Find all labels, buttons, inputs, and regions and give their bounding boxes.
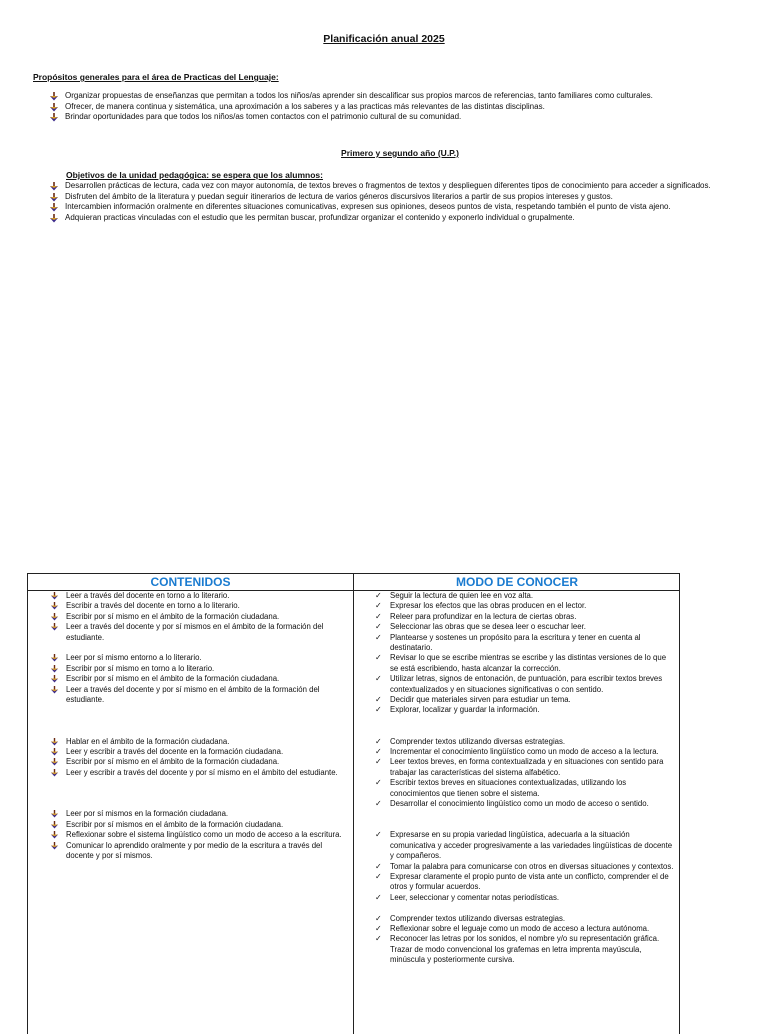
list-item-text: Releer para profundizar en la lectura de ciertas obras. — [390, 611, 577, 621]
list-item — [28, 622, 348, 643]
checkmark-icon: ✓ — [375, 653, 382, 663]
arrow-bullet-icon — [49, 103, 59, 112]
list-item — [28, 809, 348, 819]
list-item — [354, 601, 676, 611]
list-spacer — [354, 810, 676, 820]
list-item-text: Decidir que materiales sirven para estudiar un tema. — [390, 695, 571, 705]
list-item — [28, 674, 348, 684]
list-item — [354, 622, 676, 632]
list-item-text: Incrementar el conocimiento lingüístico como un modo de acceso a la lectura. — [390, 747, 659, 757]
list-item-text: Disfruten del ámbito de la literatura y puedan seguir itinerarios de lectura de varios géneros discursivos literarios a partir de sus propios intereses y gustos. — [65, 191, 613, 201]
purposes-heading: Propósitos generales para el área de Practicas del Lenguaje: — [33, 72, 279, 82]
arrow-bullet-icon — [50, 831, 59, 839]
checkmark-icon: ✓ — [375, 674, 382, 684]
list-item — [28, 830, 348, 840]
list-spacer — [28, 726, 348, 736]
list-item — [354, 653, 676, 674]
list-item — [33, 112, 735, 123]
list-item-text: Leer textos breves, en forma contextualizada y en situaciones con sentido para trabajar las características del sistema alfabético. — [390, 757, 664, 777]
checkmark-icon: ✓ — [375, 778, 382, 788]
arrow-bullet-icon — [50, 592, 59, 600]
list-item — [28, 747, 348, 757]
arrow-bullet-icon — [49, 182, 59, 191]
list-item-text: Reconocer las letras por los sonidos, el nombre y/o su representación gráfica. Trazar de modo convencional los grafemas en letra imprenta mayúscula, minúscula y posteriormente cursiva. — [390, 934, 660, 965]
list-item-text: Seleccionar las obras que se desea leer o escuchar leer. — [390, 622, 586, 632]
list-item-text: Leer por sí mismos en la formación ciudadana. — [66, 809, 229, 819]
list-item-text: Leer y escribir a través del docente y por sí mismo en el ámbito del estudiante. — [66, 767, 338, 777]
objectives-list — [33, 181, 735, 223]
list-item — [33, 192, 735, 203]
checkmark-icon: ✓ — [375, 591, 382, 600]
list-item-text: Leer a través del docente en torno a lo literario. — [66, 591, 230, 600]
list-item-text: Leer a través del docente y por sí mismo en el ámbito de la formación del estudiante. — [66, 684, 320, 705]
list-item — [28, 685, 348, 706]
list-item — [354, 674, 676, 695]
arrow-bullet-icon — [49, 203, 59, 212]
list-item-text: Expresar claramente el propio punto de vista ante un conflicto, comprender el de otros y formular acuerdos. — [390, 871, 669, 892]
list-item — [28, 612, 348, 622]
arrow-bullet-icon — [49, 193, 59, 202]
list-item — [33, 202, 735, 213]
checkmark-icon: ✓ — [375, 892, 382, 902]
list-item-text: Escribir textos breves en situaciones contextualizadas, utilizando los conocimientos que tienen sobre el sistema. — [390, 778, 627, 798]
contenidos-header: CONTENIDOS — [28, 574, 353, 591]
list-item — [28, 664, 348, 674]
list-item-text: Seguir la lectura de quien lee en voz alta. — [390, 591, 534, 600]
list-item-text: Expresar los efectos que las obras producen en el lector. — [390, 601, 587, 611]
list-item-text: Comprender textos utilizando diversas estrategias. — [390, 913, 566, 923]
checkmark-icon: ✓ — [375, 923, 382, 933]
purposes-list — [33, 91, 735, 123]
list-spacer — [28, 789, 348, 799]
list-item — [354, 914, 676, 924]
checkmark-icon: ✓ — [375, 736, 382, 746]
modo-de-conocer-header: MODO DE CONOCER — [353, 574, 680, 591]
list-spacer — [28, 716, 348, 726]
list-item — [28, 820, 348, 830]
content-table — [27, 573, 680, 1034]
list-item-text: Organizar propuestas de enseñanzas que permitan a todos los niños/as aprender sin descalificar sus propios marcos de referencias, tanto familiares como culturales. — [65, 91, 653, 100]
checkmark-icon: ✓ — [375, 934, 382, 944]
list-item — [354, 612, 676, 622]
checkmark-icon: ✓ — [375, 799, 382, 809]
list-item — [354, 737, 676, 747]
arrow-bullet-icon — [50, 758, 59, 766]
list-item — [354, 591, 676, 601]
checkmark-icon: ✓ — [375, 632, 382, 642]
list-item-text: Escribir por sí mismo en torno a lo literario. — [66, 663, 215, 673]
list-item-text: Leer y escribir a través del docente en la formación ciudadana. — [66, 747, 284, 757]
list-item — [28, 591, 348, 601]
list-item-text: Desarrollar el conocimiento lingüístico como un modo de acceso o sentido. — [390, 799, 649, 809]
list-item — [354, 830, 676, 861]
list-item-text: Comunicar lo aprendido oralmente y por medio de la escritura a través del docente y por sí mismos. — [66, 840, 323, 861]
list-item-text: Utilizar letras, signos de entonación, de puntuación, para escribir textos breves contextualizados y en situaciones significativas o con sentido. — [390, 674, 663, 694]
list-item — [354, 747, 676, 757]
arrow-bullet-icon — [50, 842, 59, 850]
contenidos-column — [28, 591, 348, 861]
arrow-bullet-icon — [50, 686, 59, 694]
list-item-text: Leer a través del docente y por sí mismos en el ámbito de la formación del estudiante. — [66, 622, 324, 642]
list-item — [354, 705, 676, 715]
list-item-text: Explorar, localizar y guardar la información. — [390, 705, 540, 715]
arrow-bullet-icon — [50, 810, 59, 818]
checkmark-icon: ✓ — [375, 871, 382, 881]
list-spacer — [28, 643, 348, 653]
list-item — [28, 757, 348, 767]
list-item — [354, 799, 676, 809]
list-item-text: Adquieran practicas vinculadas con el estudio que les permitan buscar, profundizar organizar el contenido y exponerlo individual o grupalmente. — [65, 212, 575, 222]
arrow-bullet-icon — [50, 613, 59, 621]
list-item — [354, 893, 676, 903]
list-item — [354, 924, 676, 934]
list-item — [33, 91, 735, 102]
list-item — [28, 841, 348, 862]
list-item-text: Escribir por sí mismo en el ámbito de la formación ciudadana. — [66, 674, 280, 684]
checkmark-icon: ✓ — [375, 622, 382, 632]
list-item — [28, 653, 348, 663]
list-item — [354, 872, 676, 893]
arrow-bullet-icon — [50, 623, 59, 631]
list-spacer — [354, 820, 676, 830]
list-item-text: Reflexionar sobre el sistema lingüístico como un modo de acceso a la escritura. — [66, 830, 342, 840]
list-spacer — [28, 778, 348, 788]
arrow-bullet-icon — [49, 113, 59, 122]
checkmark-icon: ✓ — [375, 747, 382, 757]
list-item — [354, 757, 676, 778]
list-item — [354, 862, 676, 872]
list-item-text: Plantearse y sostenes un propósito para la escritura y tener en cuenta al destinatario. — [390, 632, 641, 653]
list-item-text: Escribir por sí mismos en el ámbito de la formación ciudadana. — [66, 819, 284, 829]
list-item-text: Escribir a través del docente en torno a lo literario. — [66, 601, 240, 611]
arrow-bullet-icon — [49, 92, 59, 101]
list-item-text: Comprender textos utilizando diversas estrategias. — [390, 736, 566, 746]
list-spacer — [28, 799, 348, 809]
checkmark-icon: ✓ — [375, 601, 382, 611]
arrow-bullet-icon — [50, 738, 59, 746]
list-item — [28, 601, 348, 611]
list-item-text: Leer por sí mismo entorno a lo literario. — [66, 653, 202, 663]
list-item-text: Escribir por sí mismo en el ámbito de la formación ciudadana. — [66, 611, 280, 621]
list-item-text: Desarrollen prácticas de lectura, cada vez con mayor autonomía, de textos breves o fragmentos de textos y desplieguen diferentes tipos de conocimiento para acceder a significados. — [65, 181, 711, 190]
arrow-bullet-icon — [50, 769, 59, 777]
list-item — [33, 213, 735, 224]
checkmark-icon: ✓ — [375, 705, 382, 715]
objectives-heading: Objetivos de la unidad pedagógica: se espera que los alumnos: — [66, 170, 323, 180]
checkmark-icon: ✓ — [375, 913, 382, 923]
checkmark-icon: ✓ — [375, 861, 382, 871]
list-item — [354, 778, 676, 799]
arrow-bullet-icon — [49, 214, 59, 223]
checkmark-icon: ✓ — [375, 695, 382, 705]
checkmark-icon: ✓ — [375, 611, 382, 621]
list-item — [354, 633, 676, 654]
arrow-bullet-icon — [50, 654, 59, 662]
list-spacer — [354, 716, 676, 726]
arrow-bullet-icon — [50, 675, 59, 683]
checkmark-icon: ✓ — [375, 757, 382, 767]
list-item — [33, 181, 735, 192]
list-item-text: Hablar en el ámbito de la formación ciudadana. — [66, 736, 230, 746]
list-item — [28, 737, 348, 747]
list-spacer — [354, 903, 676, 913]
list-item-text: Escribir por sí mismo en el ámbito de la formación ciudadana. — [66, 757, 280, 767]
list-spacer — [354, 726, 676, 736]
list-item-text: Tomar la palabra para comunicarse con otros en diversas situaciones y contextos. — [390, 861, 674, 871]
list-spacer — [28, 705, 348, 715]
arrow-bullet-icon — [50, 821, 59, 829]
checkmark-icon: ✓ — [375, 830, 382, 840]
arrow-bullet-icon — [50, 665, 59, 673]
list-item — [354, 934, 676, 965]
list-item-text: Reflexionar sobre el leguaje como un modo de acceso a lectura autónoma. — [390, 923, 650, 933]
list-item-text: Brindar oportunidades para que todos los niños/as tomen contactos con el patrimonio cultural de su comunidad. — [65, 112, 462, 121]
arrow-bullet-icon — [50, 602, 59, 610]
list-item-text: Ofrecer, de manera continua y sistemática, una aproximación a los saberes y a las practicas más relevantes de las distintas disciplinas. — [65, 101, 545, 111]
grade-heading: Primero y segundo año (U.P.) — [341, 148, 459, 158]
modo-de-conocer-column — [354, 591, 676, 966]
list-item-text: Expresarse en su propia variedad lingüística, adecuarla a la situación comunicativa y acceder progresivamente a las variedades lingüísticas de docente y compañeros. — [390, 830, 673, 861]
page-title: Planificación anual 2025 — [323, 33, 445, 45]
list-item-text: Revisar lo que se escribe mientras se escribe y las distintas versiones de lo que se está escribiendo, hasta alcanzar la corrección. — [390, 653, 667, 673]
list-item — [33, 102, 735, 113]
list-item — [28, 768, 348, 778]
list-item-text: Intercambien información oralmente en diferentes situaciones comunicativas, expresen sus opiniones, deseos puntos de vista, respetando también el punto de vista ajeno. — [65, 202, 671, 211]
list-item — [354, 695, 676, 705]
arrow-bullet-icon — [50, 748, 59, 756]
list-item-text: Leer, seleccionar y comentar notas periodísticas. — [390, 892, 560, 902]
